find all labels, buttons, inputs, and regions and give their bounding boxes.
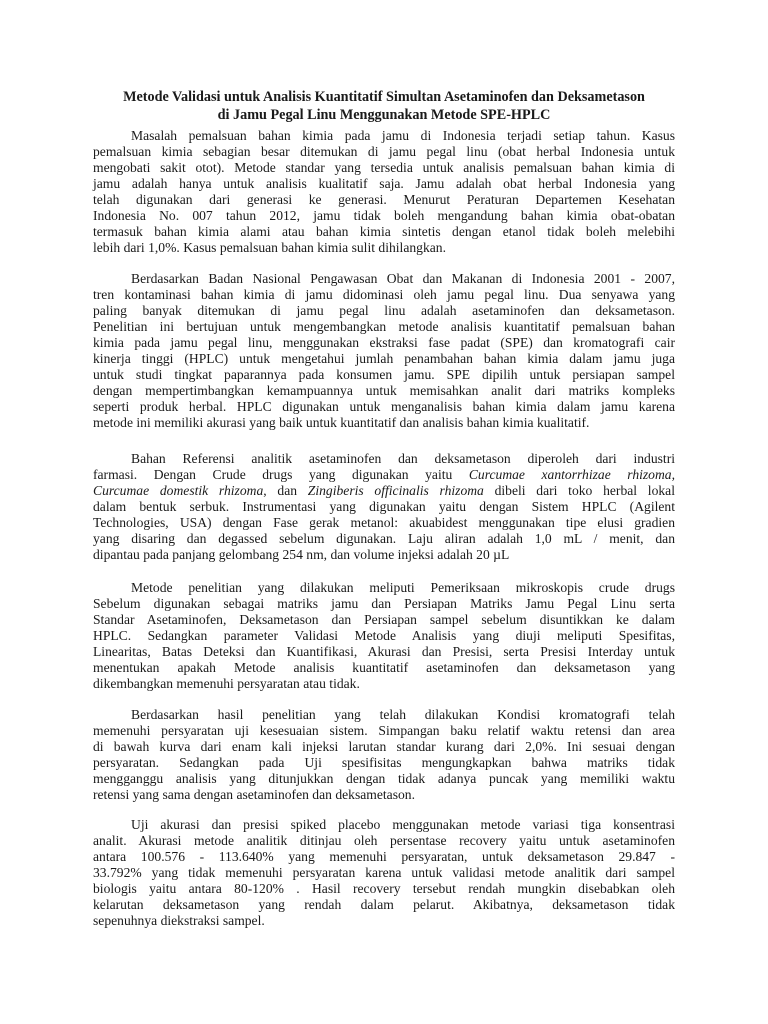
paragraph-line: sepenuhnya diekstraksi sampel.: [93, 912, 265, 928]
paragraph-6: [93, 817, 675, 929]
paragraph-line: tren kontaminasi bahan kimia di jamu didominasi oleh jamu pegal linu. Dua senyawa yang: [93, 286, 675, 302]
paragraph-line: termasuk bahan kimia alami atau bahan kimia sintetis dengan etanol tidak boleh melebihi: [93, 223, 675, 239]
paragraph-line: Indonesia No. 007 tahun 2012, jamu tidak boleh mengandung bahan kimia obat-obatan: [93, 207, 675, 223]
paragraph-line: Berdasarkan hasil penelitian yang telah dilakukan Kondisi kromatografi telah: [131, 707, 675, 722]
paragraph-line: Technologies, USA) dengan Fase gerak metanol: akuabidest menggunakan tipe elusi gradien: [93, 514, 675, 530]
paragraph-line: Metode penelitian yang dilakukan meliputi Pemeriksaan mikroskopis crude drugs: [131, 580, 675, 595]
paragraph-2: [93, 271, 675, 431]
paragraph-line: Uji akurasi dan presisi spiked placebo menggunakan metode variasi tiga konsentrasi: [131, 817, 675, 832]
paragraph-line: memenuhi persyaratan uji kesesuaian sistem. Simpangan baku relatif waktu retensi dan area: [93, 722, 675, 738]
paragraph-line: Berdasarkan Badan Nasional Pengawasan Obat dan Makanan di Indonesia 2001 - 2007,: [131, 271, 675, 286]
paragraph-line: lebih dari 1,0%. Kasus pemalsuan bahan kimia sulit dihilangkan.: [93, 239, 446, 255]
paragraph-line: persyaratan. Sedangkan pada Uji spesifisitas mengungkapkan bahwa matriks tidak: [93, 754, 675, 770]
paragraph-line: telah digunakan dari generasi ke generasi. Menurut Peraturan Departemen Kesehatan: [93, 191, 675, 207]
paragraph-line: retensi yang sama dengan asetaminofen dan deksametason.: [93, 786, 415, 802]
paragraph-line: mengganggu analisis yang ditunjukkan dengan tidak adanya puncak yang memiliki waktu: [93, 770, 675, 786]
paragraph-line: analit. Akurasi metode analitik ditinjau oleh persentase recovery yaitu untuk asetaminofen: [93, 832, 675, 848]
paragraph-line: paling banyak ditemukan di jamu pegal linu adalah asetaminofen dan deksametason.: [93, 302, 675, 318]
paragraph-line: Curcumae domestik rhizoma, dan Zingiberis officinalis rhizoma dibeli dari toko herbal lokal: [93, 482, 675, 498]
title-line: di Jamu Pegal Linu Menggunakan Metode SPE-HPLC: [217, 106, 551, 123]
paragraph-5: [93, 707, 675, 803]
paragraph-4: [93, 580, 675, 692]
paragraph-line: Bahan Referensi analitik asetaminofen dan deksametason diperoleh dari industri: [131, 451, 675, 466]
document-title: [90, 89, 678, 124]
paragraph-line: seperti produk herbal. HPLC digunakan untuk menganalisis bahan kimia dalam jamu karena: [93, 398, 675, 414]
paragraph-line: dikembangkan memenuhi persyaratan atau tidak.: [93, 675, 360, 691]
paragraph-line: menentukan apakah Metode analisis kuantitatif asetaminofen dan deksametason yang: [93, 659, 675, 675]
paragraph-line: dalam bentuk serbuk. Instrumentasi yang digunakan yaitu dengan Sistem HPLC (Agilent: [93, 498, 675, 514]
paragraph-line: Standar Asetaminofen, Deksametason dan Persiapan sampel sebelum disuntikkan ke dalam: [93, 611, 675, 627]
paragraph-line: biologis yaitu antara 80-120% . Hasil recovery tersebut rendah mungkin disebabkan oleh: [93, 880, 675, 896]
paragraph-line: 33.792% yang tidak memenuhi persyaratan karena untuk validasi metode analitik dari sampel: [93, 864, 675, 880]
paragraph-line: untuk studi tingkat paparannya pada konsumen jamu. SPE dipilih untuk persiapan sampel: [93, 366, 675, 382]
paragraph-line: Masalah pemalsuan bahan kimia pada jamu di Indonesia terjadi setiap tahun. Kasus: [131, 128, 675, 143]
paragraph-line: farmasi. Dengan Crude drugs yang digunakan yaitu Curcumae xantorrhizae rhizoma,: [93, 466, 675, 482]
title-line: Metode Validasi untuk Analisis Kuantitatif Simultan Asetaminofen dan Deksametason: [123, 89, 645, 105]
paragraph-line: metode ini memiliki akurasi yang baik untuk kuantitatif dan analisis bahan kimia kualitatif.: [93, 414, 590, 430]
paragraph-line: yang disaring dan degassed sebelum digunakan. Laju aliran adalah 1,0 mL / menit, dan: [93, 530, 675, 546]
paragraph-line: kinerja tinggi (HPLC) untuk mengetahui jumlah penambahan bahan kimia dalam jamu juga: [93, 350, 675, 366]
paragraph-line: Linearitas, Batas Deteksi dan Kuantifikasi, Akurasi dan Presisi, serta Presisi Interday untuk: [93, 643, 675, 659]
paragraph-line: antara 100.576 - 113.640% yang memenuhi persyaratan, untuk deksametason 29.847 -: [93, 848, 675, 864]
paragraph-line: di bawah kurva dari enam kali injeksi larutan standar kurang dari 2,0%. Ini sesuai dengan: [93, 738, 675, 754]
paragraph-line: jamu adalah hanya untuk analisis kualitatif saja. Jamu adalah obat herbal Indonesia yang: [93, 175, 675, 191]
paragraph-3: [93, 451, 675, 563]
paragraph-line: dengan mempertimbangkan kemampuannya untuk memisahkan analit dari matriks kompleks: [93, 382, 675, 398]
paragraph-line: dipantau pada panjang gelombang 254 nm, dan volume injeksi adalah 20 µL: [93, 546, 510, 562]
paragraph-line: pemalsuan kimia sebagian besar ditemukan di jamu pegal linu (obat herbal Indonesia untuk: [93, 143, 675, 159]
paragraph-line: kelarutan deksametason yang rendah dalam pelarut. Akibatnya, deksametason tidak: [93, 896, 675, 912]
paragraph-1: [93, 128, 675, 256]
paragraph-line: HPLC. Sedangkan parameter Validasi Metode Analisis yang diuji meliputi Spesifitas,: [93, 627, 675, 643]
paragraph-line: mengobati sakit otot). Metode standar yang tersedia untuk analisis pemalsuan bahan kimia di: [93, 159, 675, 175]
paragraph-line: kimia pada jamu pegal linu, menggunakan ekstraksi fase padat (SPE) dan kromatografi cair: [93, 334, 675, 350]
paragraph-line: Penelitian ini bertujuan untuk mengembangkan metode analisis kuantitatif pemalsuan bahan: [93, 318, 675, 334]
paragraph-line: Sebelum digunakan sebagai matriks jamu dan Persiapan Matriks Jamu Pegal Linu serta: [93, 595, 675, 611]
